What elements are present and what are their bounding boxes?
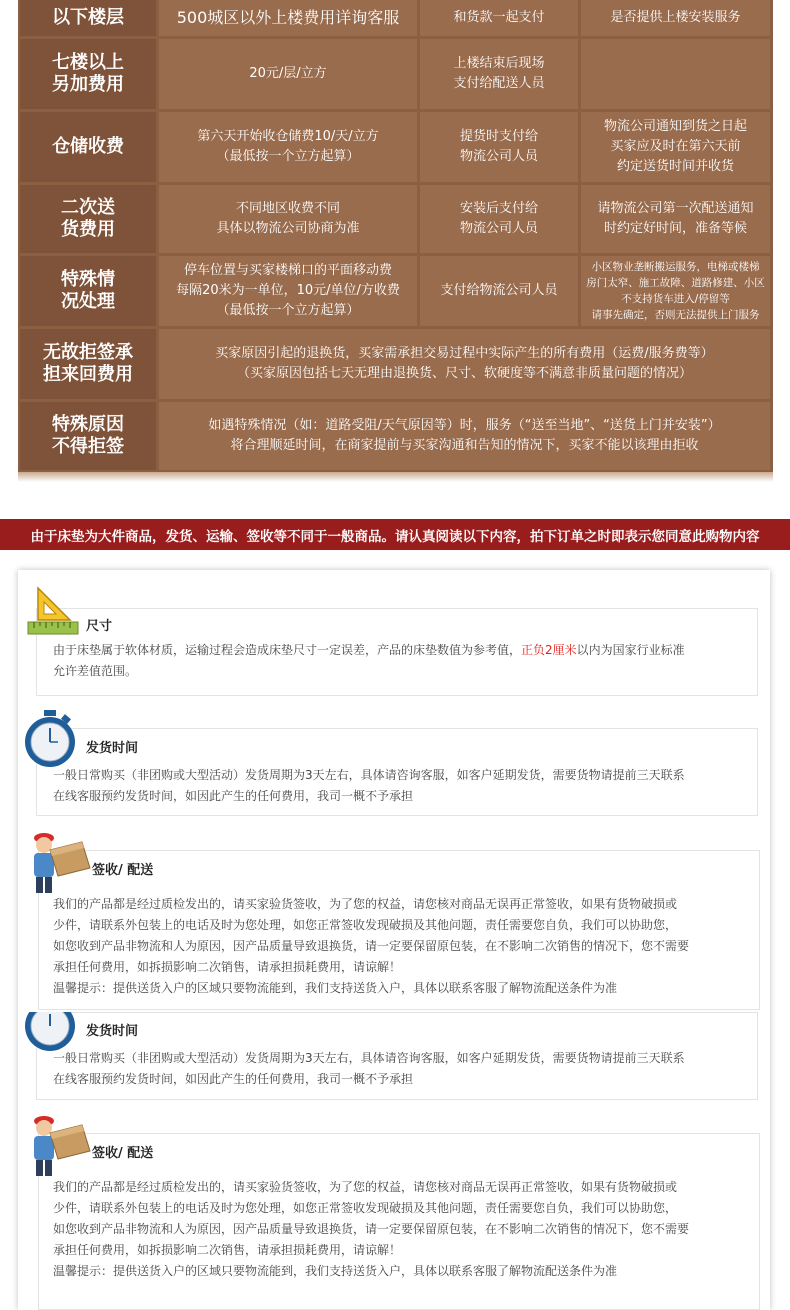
notice-banner: 由于床垫为大件商品，发货、运输、签收等不同于一般商品。请认真阅读以下内容，拍下订单之时即表示您同意此购物内容: [0, 519, 790, 550]
stopwatch-icon: [22, 1012, 78, 1052]
delivery-text-line2: 少件，请联系外包装上的电话及时为您处理，如您正常签收发现破损及其他问题，责任需要您自负，我们可以协助您，: [53, 1201, 678, 1215]
fee-row-note: 请物流公司第一次配送通知 时约定好时间，准备等候: [581, 185, 770, 253]
info-panel: [18, 570, 770, 1310]
delivery-text-line5: 温馨提示：提供送货入户的区域只要物流能到，我们支持送货入户，具体以联系客服了解物流配送条件为准: [53, 1264, 618, 1278]
fee-row-payment: 提货时支付给 物流公司人员: [420, 112, 578, 182]
stopwatch-icon: [22, 708, 78, 770]
fee-row-name: 二次送 货费用: [20, 185, 156, 253]
shipping-text-line1: 一般日常购买（非团购或大型活动）发货周期为3天左右，具体请咨询客服，如客户延期发货，需要货物请提前三天联系: [53, 1051, 685, 1065]
fee-row-payment: 和货款一起支付: [420, 0, 578, 36]
fee-row-note: [581, 39, 770, 109]
size-text: [53, 640, 753, 682]
fee-row-name: 以下楼层: [20, 0, 156, 36]
shipping-text-line1: 一般日常购买（非团购或大型活动）发货周期为3天左右，具体请咨询客服，如客户延期发货，需要货物请提前三天联系: [53, 768, 685, 782]
shipping-title: 发货时间: [86, 741, 139, 756]
delivery-text-line1: 我们的产品都是经过质检发出的，请买家验货签收，为了您的权益，请您核对商品无误再正常签收，如果有货物破损或: [53, 1180, 678, 1194]
fee-row-note: 是否提供上楼安装服务: [581, 0, 770, 36]
delivery-text-line4: 承担任何费用，如拆损影响二次销售，请承担损耗费用，请谅解！: [53, 960, 402, 974]
shipping-text-line2: 在线客服预约发货时间，如因此产生的任何费用，我司一概不予承担: [53, 1072, 414, 1086]
fee-row-name: 特殊情 况处理: [20, 256, 156, 326]
fee-table: [0, 0, 790, 486]
fee-row-note: 小区物业垄断搬运服务，电梯或楼梯 房门太窄、施工故障、道路修建、小区 不支持货车进入/停留等 请事先确定，否则无法提供上门服务: [581, 256, 770, 326]
shipping-text: [53, 765, 753, 807]
fee-row-fee: 500城区以外上楼费用详询客服: [159, 0, 417, 36]
courier-box-icon: [24, 828, 94, 898]
fee-row-payment: 上楼结束后现场 支付给配送人员: [420, 39, 578, 109]
delivery-title: 签收/ 配送: [92, 1146, 154, 1161]
delivery-text-line1: 我们的产品都是经过质检发出的，请买家验货签收，为了您的权益，请您核对商品无误再正常签收，如果有货物破损或: [53, 897, 678, 911]
shipping-title: 发货时间: [86, 1024, 139, 1039]
fee-row-fee: 停车位置与买家楼梯口的平面移动费 每隔20米为一单位，10元/单位/方收费 （最低按一个立方起算）: [159, 256, 417, 326]
delivery-text: [53, 894, 758, 999]
fee-row-fee: 第六天开始收仓储费10/天/立方 （最低按一个立方起算）: [159, 112, 417, 182]
ruler-triangle-icon: [26, 584, 82, 640]
delivery-text-line3: 如您收到产品非物流和人为原因，因产品质量导致退换货，请一定要保留原包装，在不影响二次销售的情况下，您不需要: [53, 939, 690, 953]
table-shadow: [18, 472, 773, 482]
delivery-text-line5: 温馨提示：提供送货入户的区域只要物流能到，我们支持送货入户，具体以联系客服了解物流配送条件为准: [53, 981, 618, 995]
shipping-text-line2: 在线客服预约发货时间，如因此产生的任何费用，我司一概不予承担: [53, 789, 414, 803]
delivery-text-line4: 承担任何费用，如拆损影响二次销售，请承担损耗费用，请谅解！: [53, 1243, 402, 1257]
fee-row-merged: 买家原因引起的退换货，买家需承担交易过程中实际产生的所有费用（运费/服务费等） （买家原因包括七天无理由退换货、尺寸、软硬度等不满意非质量问题的情况）: [159, 329, 770, 399]
size-text-line2: 允许差值范围。: [53, 664, 138, 678]
delivery-text: [53, 1177, 758, 1282]
fee-row-name: 无故拒签承 担来回费用: [20, 329, 156, 399]
delivery-text-line3: 如您收到产品非物流和人为原因，因产品质量导致退换货，请一定要保留原包装，在不影响二次销售的情况下，您不需要: [53, 1222, 690, 1236]
fee-row-payment: 安装后支付给 物流公司人员: [420, 185, 578, 253]
fee-row-fee: 20元/层/立方: [159, 39, 417, 109]
fee-row-fee: 不同地区收费不同 具体以物流公司协商为准: [159, 185, 417, 253]
courier-box-icon: [24, 1111, 94, 1181]
fee-row-note: 物流公司通知到货之日起 买家应及时在第六天前 约定送货时间并收货: [581, 112, 770, 182]
fee-row-name: 七楼以上 另加费用: [20, 39, 156, 109]
delivery-text-line2: 少件，请联系外包装上的电话及时为您处理，如您正常签收发现破损及其他问题，责任需要您自负，我们可以协助您，: [53, 918, 678, 932]
fee-row-merged: 如遇特殊情况（如：道路受阻/天气原因等）时，服务（“送至当地”、“送货上门并安装”） 将合理顺延时间，在商家提前与买家沟通和告知的情况下，买家不能以该理由拒收: [159, 402, 770, 470]
delivery-title: 签收/ 配送: [92, 863, 154, 878]
size-text-start: 由于床垫属于软体材质，运输过程会造成床垫尺寸一定误差，产品的床垫数值为参考值，: [53, 643, 522, 657]
fee-row-name: 仓储收费: [20, 112, 156, 182]
size-tolerance-highlight: 正负2厘米: [521, 643, 577, 657]
fee-row-name: 特殊原因 不得拒签: [20, 402, 156, 470]
size-title: 尺寸: [86, 619, 113, 634]
size-text-end: 以内为国家行业标准: [576, 643, 685, 657]
shipping-text: [53, 1048, 753, 1090]
fee-row-payment: 支付给物流公司人员: [420, 256, 578, 326]
